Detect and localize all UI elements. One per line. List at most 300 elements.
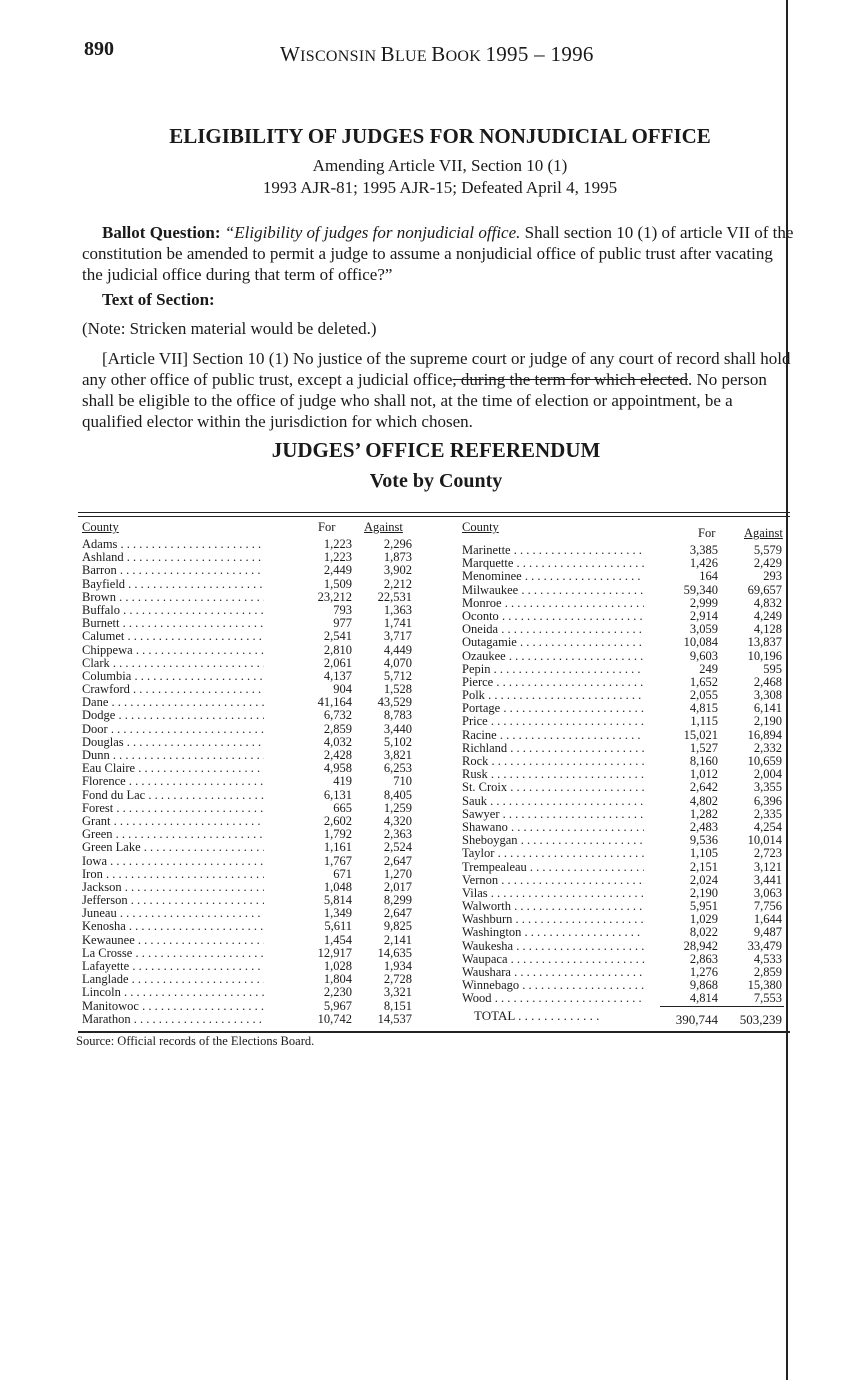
county-name: Ozaukee . . . xyxy=(462,650,644,663)
votes-against: 2,141 xyxy=(383,932,412,947)
left-rows xyxy=(82,538,417,1026)
county-name: Columbia . . . xyxy=(82,670,264,683)
header-for: For xyxy=(318,520,336,534)
votes-against: 3,121 xyxy=(753,859,782,874)
votes-against: 2,332 xyxy=(753,740,782,755)
votes-against: 13,837 xyxy=(747,635,782,650)
table-row xyxy=(82,564,417,577)
table-row xyxy=(82,934,417,947)
votes-against: 14,635 xyxy=(377,945,412,960)
county-name: Buffalo . . . xyxy=(82,604,264,617)
votes-against: 595 xyxy=(763,661,782,676)
votes-against: 22,531 xyxy=(377,589,412,604)
county-name: Marinette . . . xyxy=(462,544,644,557)
votes-for: 249 xyxy=(699,661,718,676)
table-row xyxy=(82,868,417,881)
total-row xyxy=(462,1008,794,1026)
county-name: Dane . . . xyxy=(82,696,264,709)
votes-for: 2,810 xyxy=(323,642,352,657)
text-of-section-label: Text of Section: xyxy=(102,290,215,309)
votes-against: 1,741 xyxy=(383,616,412,631)
total-against: 503,239 xyxy=(739,1011,782,1027)
section-title: ELIGIBILITY OF JUDGES FOR NONJUDICIAL OFFICE xyxy=(169,124,711,148)
votes-against: 7,553 xyxy=(753,991,782,1006)
votes-for: 2,863 xyxy=(689,951,718,966)
votes-against: 16,894 xyxy=(747,727,782,742)
table-row xyxy=(462,663,794,676)
votes-against: 4,249 xyxy=(753,608,782,623)
votes-against: 6,253 xyxy=(383,761,412,776)
table-row xyxy=(82,947,417,960)
votes-against: 33,479 xyxy=(747,938,782,953)
votes-against: 4,320 xyxy=(383,813,412,828)
votes-for: 2,190 xyxy=(689,885,718,900)
county-name: Oconto . . . xyxy=(462,610,644,623)
table-row xyxy=(82,789,417,802)
votes-against: 8,151 xyxy=(383,998,412,1013)
ballot-question xyxy=(82,222,794,285)
table-row xyxy=(462,992,794,1005)
county-name: Winnebago . . . xyxy=(462,979,644,992)
votes-for: 4,802 xyxy=(689,793,718,808)
table-row xyxy=(462,676,794,689)
votes-against: 2,429 xyxy=(753,556,782,571)
table-row xyxy=(82,670,417,683)
votes-against: 14,537 xyxy=(377,1011,412,1026)
votes-for: 9,868 xyxy=(689,978,718,993)
votes-for: 665 xyxy=(333,800,352,815)
vote-table-left xyxy=(82,520,417,1026)
votes-for: 1,223 xyxy=(323,550,352,565)
table-row xyxy=(82,591,417,604)
votes-against: 4,449 xyxy=(383,642,412,657)
votes-against: 4,070 xyxy=(383,655,412,670)
table-row xyxy=(462,689,794,702)
county-name: Sauk . . . xyxy=(462,795,644,808)
table-row xyxy=(82,617,417,630)
votes-for: 10,742 xyxy=(317,1011,352,1026)
table-row xyxy=(82,802,417,815)
table-row xyxy=(462,861,794,874)
votes-against: 3,441 xyxy=(753,872,782,887)
table-row xyxy=(82,538,417,551)
votes-against: 10,196 xyxy=(747,648,782,663)
county-name: Kewaunee . . . xyxy=(82,934,264,947)
county-name: Brown . . . xyxy=(82,591,264,604)
table-row xyxy=(82,578,417,591)
county-name: Trempealeau . . . xyxy=(462,861,644,874)
votes-against: 2,212 xyxy=(383,576,412,591)
county-name: Clark . . . xyxy=(82,657,264,670)
county-name: Shawano . . . xyxy=(462,821,644,834)
votes-for: 6,131 xyxy=(323,787,352,802)
table-top-rule xyxy=(78,512,790,513)
votes-against: 2,647 xyxy=(383,906,412,921)
votes-for: 1,767 xyxy=(323,853,352,868)
votes-for: 41,164 xyxy=(317,695,352,710)
votes-against: 2,524 xyxy=(383,840,412,855)
votes-against: 8,405 xyxy=(383,787,412,802)
votes-for: 2,230 xyxy=(323,985,352,1000)
county-name: Langlade . . . xyxy=(82,973,264,986)
county-name: Fond du Lac . . . xyxy=(82,789,264,802)
table-row xyxy=(462,623,794,636)
table-row xyxy=(82,709,417,722)
table-row xyxy=(82,723,417,736)
votes-against: 7,756 xyxy=(753,899,782,914)
votes-for: 1,804 xyxy=(323,972,352,987)
county-name: Crawford . . . xyxy=(82,683,264,696)
right-rows xyxy=(462,544,794,1006)
county-name: Washington . . . xyxy=(462,926,644,939)
table-row xyxy=(82,881,417,894)
source-note: Source: Official records of the Elections Board. xyxy=(76,1034,315,1048)
votes-for: 1,509 xyxy=(323,576,352,591)
votes-against: 3,321 xyxy=(383,985,412,1000)
votes-against: 3,355 xyxy=(753,780,782,795)
table-row xyxy=(82,841,417,854)
table-row xyxy=(462,702,794,715)
votes-against: 1,873 xyxy=(383,550,412,565)
county-name: Iowa . . . xyxy=(82,855,264,868)
table-row xyxy=(462,715,794,728)
votes-for: 2,061 xyxy=(323,655,352,670)
votes-for: 2,642 xyxy=(689,780,718,795)
votes-for: 1,527 xyxy=(689,740,718,755)
votes-against: 3,308 xyxy=(753,688,782,703)
votes-for: 28,942 xyxy=(683,938,718,953)
votes-against: 5,102 xyxy=(383,734,412,749)
county-name: Walworth . . . xyxy=(462,900,644,913)
county-name: Menominee . . . xyxy=(462,570,644,583)
votes-for: 10,084 xyxy=(683,635,718,650)
table-row xyxy=(462,570,794,583)
county-name: Rusk . . . xyxy=(462,768,644,781)
votes-for: 164 xyxy=(699,569,718,584)
header-county: County xyxy=(82,520,119,534)
votes-for: 2,602 xyxy=(323,813,352,828)
amending-line: Amending Article VII, Section 10 (1) xyxy=(312,156,568,175)
county-name: Waupaca . . . xyxy=(462,953,644,966)
county-name: Grant . . . xyxy=(82,815,264,828)
table-row xyxy=(462,953,794,966)
votes-for: 1,161 xyxy=(323,840,352,855)
table-bottom-rule xyxy=(78,1031,790,1033)
votes-for: 2,859 xyxy=(323,721,352,736)
table-row xyxy=(462,874,794,887)
votes-for: 15,021 xyxy=(683,727,718,742)
county-name: Ashland . . . xyxy=(82,551,264,564)
header-county: County xyxy=(462,520,499,534)
table-row xyxy=(82,683,417,696)
table-row xyxy=(82,894,417,907)
votes-against: 4,533 xyxy=(753,951,782,966)
votes-for: 3,385 xyxy=(689,543,718,557)
county-name: Calumet . . . xyxy=(82,630,264,643)
table-row xyxy=(82,775,417,788)
table-row xyxy=(462,979,794,992)
votes-against: 2,017 xyxy=(383,879,412,894)
votes-for: 4,137 xyxy=(323,668,352,683)
county-name: Richland . . . xyxy=(462,742,644,755)
table-row xyxy=(462,636,794,649)
votes-against: 8,783 xyxy=(383,708,412,723)
county-name: St. Croix . . . xyxy=(462,781,644,794)
referendum-subtitle: Vote by County xyxy=(369,470,503,492)
votes-for: 23,212 xyxy=(317,589,352,604)
votes-for: 4,032 xyxy=(323,734,352,749)
county-name: Pepin . . . xyxy=(462,663,644,676)
running-head: WISCONSIN BLUE BOOK 1995 – 1996 xyxy=(280,42,594,66)
votes-for: 4,815 xyxy=(689,701,718,716)
votes-against: 2,728 xyxy=(383,972,412,987)
votes-for: 793 xyxy=(333,602,352,617)
county-name: Manitowoc . . . xyxy=(82,1000,264,1013)
page-number: 890 xyxy=(84,38,114,60)
table-header xyxy=(82,520,417,538)
table-row xyxy=(462,597,794,610)
votes-for: 9,603 xyxy=(689,648,718,663)
table-row xyxy=(462,544,794,557)
header-against: Against xyxy=(364,520,403,534)
votes-for: 12,917 xyxy=(317,945,352,960)
ballot-question-lead: “Eligibility of judges for nonjudicial office. xyxy=(224,223,521,242)
table-row xyxy=(82,551,417,564)
county-name: Jackson . . . xyxy=(82,881,264,894)
county-name: Sawyer . . . xyxy=(462,808,644,821)
votes-for: 8,022 xyxy=(689,925,718,940)
county-name: Waushara . . . xyxy=(462,966,644,979)
votes-against: 8,299 xyxy=(383,893,412,908)
votes-for: 5,611 xyxy=(324,919,352,934)
votes-against: 5,579 xyxy=(753,543,782,557)
stricken-text: , during the term for which elected xyxy=(452,370,688,389)
votes-against: 9,487 xyxy=(753,925,782,940)
votes-against: 1,270 xyxy=(383,866,412,881)
county-name: Polk . . . xyxy=(462,689,644,702)
total-rule xyxy=(660,1006,784,1007)
votes-against: 4,832 xyxy=(753,595,782,610)
table-header xyxy=(462,520,794,544)
votes-for: 671 xyxy=(333,866,352,881)
votes-against: 2,004 xyxy=(753,767,782,782)
votes-against: 2,363 xyxy=(383,827,412,842)
county-name: Barron . . . xyxy=(82,564,264,577)
table-row xyxy=(82,828,417,841)
county-name: Jefferson . . . xyxy=(82,894,264,907)
votes-against: 2,859 xyxy=(753,965,782,979)
votes-for: 2,914 xyxy=(689,608,718,623)
votes-against: 15,380 xyxy=(747,978,782,993)
votes-against: 2,335 xyxy=(753,806,782,821)
votes-for: 904 xyxy=(333,682,352,697)
votes-for: 1,792 xyxy=(323,827,352,842)
county-name: Dodge . . . xyxy=(82,709,264,722)
ballot-question-text: Shall section 10 (1) of article VII of the constitution be amended to permit a judge to assume a nonjudicial office of public trust after vacating the judicial office during that term of office?” xyxy=(82,223,794,284)
table-row xyxy=(82,986,417,999)
table-row xyxy=(82,960,417,973)
stricken-note: (Note: Stricken material would be deleted.) xyxy=(82,319,377,338)
votes-against: 6,396 xyxy=(753,793,782,808)
votes-for: 1,048 xyxy=(323,879,352,894)
article-text: [Article VII] Section 10 (1) No justice of the supreme court or judge of any court of record shall hold any other office of public trust, except a judicial office, during the term for which elected. No person shall be eligible to the office of judge who shall not, at the time of election or appointment, be a qualified elector within the jurisdiction for which chosen. xyxy=(82,349,791,431)
county-name: Eau Claire . . . xyxy=(82,762,264,775)
table-row xyxy=(462,940,794,953)
county-name: Oneida . . . xyxy=(462,623,644,636)
votes-for: 1,282 xyxy=(689,806,718,821)
votes-against: 10,659 xyxy=(747,754,782,768)
county-name: Outagamie . . . xyxy=(462,636,644,649)
table-top-rule-2 xyxy=(78,516,790,517)
table-row xyxy=(462,913,794,926)
votes-against: 2,723 xyxy=(753,846,782,861)
votes-against: 69,657 xyxy=(747,582,782,597)
table-row xyxy=(82,644,417,657)
votes-for: 1,105 xyxy=(689,846,718,861)
table-row xyxy=(462,847,794,860)
vote-table-right xyxy=(462,520,794,1026)
county-name: Vilas . . . xyxy=(462,887,644,900)
votes-against: 293 xyxy=(763,569,782,584)
votes-against: 1,363 xyxy=(383,602,412,617)
votes-against: 6,141 xyxy=(753,701,782,716)
votes-against: 1,259 xyxy=(383,800,412,815)
county-name: Taylor . . . xyxy=(462,847,644,860)
votes-for: 4,958 xyxy=(323,761,352,776)
table-row xyxy=(462,557,794,570)
county-name: Vernon . . . xyxy=(462,874,644,887)
county-name: Douglas . . . xyxy=(82,736,264,749)
votes-for: 1,012 xyxy=(689,767,718,782)
votes-against: 3,440 xyxy=(383,721,412,736)
resolution-line: 1993 AJR-81; 1995 AJR-15; Defeated April 4, 1995 xyxy=(262,178,618,197)
table-row xyxy=(462,900,794,913)
votes-against: 4,254 xyxy=(753,819,782,834)
votes-against: 10,014 xyxy=(747,833,782,848)
county-name: Milwaukee . . . xyxy=(462,584,644,597)
table-row xyxy=(82,749,417,762)
county-name: Green Lake . . . xyxy=(82,841,264,854)
county-name: Bayfield . . . xyxy=(82,578,264,591)
table-row xyxy=(82,630,417,643)
votes-for: 1,426 xyxy=(689,556,718,571)
table-row xyxy=(462,781,794,794)
votes-against: 1,644 xyxy=(753,912,782,927)
total-label: TOTAL . . . xyxy=(474,1008,599,1024)
table-row xyxy=(462,795,794,808)
votes-for: 2,151 xyxy=(689,859,718,874)
header-for: For xyxy=(698,526,716,540)
votes-for: 2,541 xyxy=(323,629,352,644)
votes-against: 4,128 xyxy=(753,622,782,637)
county-name: Monroe . . . xyxy=(462,597,644,610)
table-row xyxy=(462,650,794,663)
table-row xyxy=(462,729,794,742)
votes-against: 2,647 xyxy=(383,853,412,868)
votes-for: 1,115 xyxy=(690,714,718,729)
votes-against: 3,717 xyxy=(383,629,412,644)
votes-for: 1,029 xyxy=(689,912,718,927)
votes-against: 3,821 xyxy=(383,748,412,762)
votes-against: 9,825 xyxy=(383,919,412,934)
table-row xyxy=(82,762,417,775)
county-name: Marathon . . . xyxy=(82,1013,264,1026)
votes-for: 1,223 xyxy=(323,537,352,551)
votes-for: 419 xyxy=(333,774,352,789)
votes-for: 977 xyxy=(333,616,352,631)
total-for: 390,744 xyxy=(675,1011,718,1027)
county-name: Kenosha . . . xyxy=(82,920,264,933)
votes-against: 43,529 xyxy=(377,695,412,710)
county-name: Portage . . . xyxy=(462,702,644,715)
county-name: Florence . . . xyxy=(82,775,264,788)
votes-for: 1,028 xyxy=(323,959,352,973)
table-row xyxy=(462,926,794,939)
votes-against: 5,712 xyxy=(383,668,412,683)
votes-for: 2,055 xyxy=(689,688,718,703)
county-name: Juneau . . . xyxy=(82,907,264,920)
votes-against: 2,468 xyxy=(753,674,782,689)
county-name: Waukesha . . . xyxy=(462,940,644,953)
votes-for: 1,652 xyxy=(689,674,718,689)
table-row xyxy=(462,584,794,597)
county-name: Lafayette . . . xyxy=(82,960,264,973)
votes-for: 6,732 xyxy=(323,708,352,723)
table-row xyxy=(82,907,417,920)
county-name: Chippewa . . . xyxy=(82,644,264,657)
votes-for: 1,349 xyxy=(323,906,352,921)
referendum-title: JUDGES’ OFFICE REFERENDUM xyxy=(271,438,601,462)
votes-against: 3,902 xyxy=(383,563,412,578)
county-name: Adams . . . xyxy=(82,538,264,551)
votes-for: 2,428 xyxy=(323,748,352,762)
table-row xyxy=(82,696,417,709)
votes-for: 2,999 xyxy=(689,595,718,610)
table-row xyxy=(82,1013,417,1026)
table-row xyxy=(462,834,794,847)
votes-for: 2,024 xyxy=(689,872,718,887)
table-row xyxy=(462,755,794,768)
county-name: Racine . . . xyxy=(462,729,644,742)
votes-for: 5,967 xyxy=(323,998,352,1013)
votes-against: 710 xyxy=(393,774,412,789)
votes-for: 3,059 xyxy=(689,622,718,637)
table-row xyxy=(82,920,417,933)
county-name: Price . . . xyxy=(462,715,644,728)
county-name: Rock . . . xyxy=(462,755,644,768)
table-row xyxy=(82,604,417,617)
votes-for: 2,449 xyxy=(323,563,352,578)
votes-for: 4,814 xyxy=(689,991,718,1006)
county-name: Dunn . . . xyxy=(82,749,264,762)
county-name: Iron . . . xyxy=(82,868,264,881)
county-name: Burnett . . . xyxy=(82,617,264,630)
ballot-question-label: Ballot Question: xyxy=(102,223,221,242)
table-row xyxy=(462,742,794,755)
votes-for: 9,536 xyxy=(689,833,718,848)
table-row xyxy=(462,768,794,781)
votes-for: 5,814 xyxy=(323,893,352,908)
table-row xyxy=(82,736,417,749)
votes-against: 1,934 xyxy=(383,959,412,973)
county-name: Green . . . xyxy=(82,828,264,841)
votes-for: 2,483 xyxy=(689,819,718,834)
votes-for: 1,276 xyxy=(689,965,718,979)
votes-for: 59,340 xyxy=(683,582,718,597)
county-name: La Crosse . . . xyxy=(82,947,264,960)
votes-for: 5,951 xyxy=(689,899,718,914)
table-row xyxy=(82,973,417,986)
